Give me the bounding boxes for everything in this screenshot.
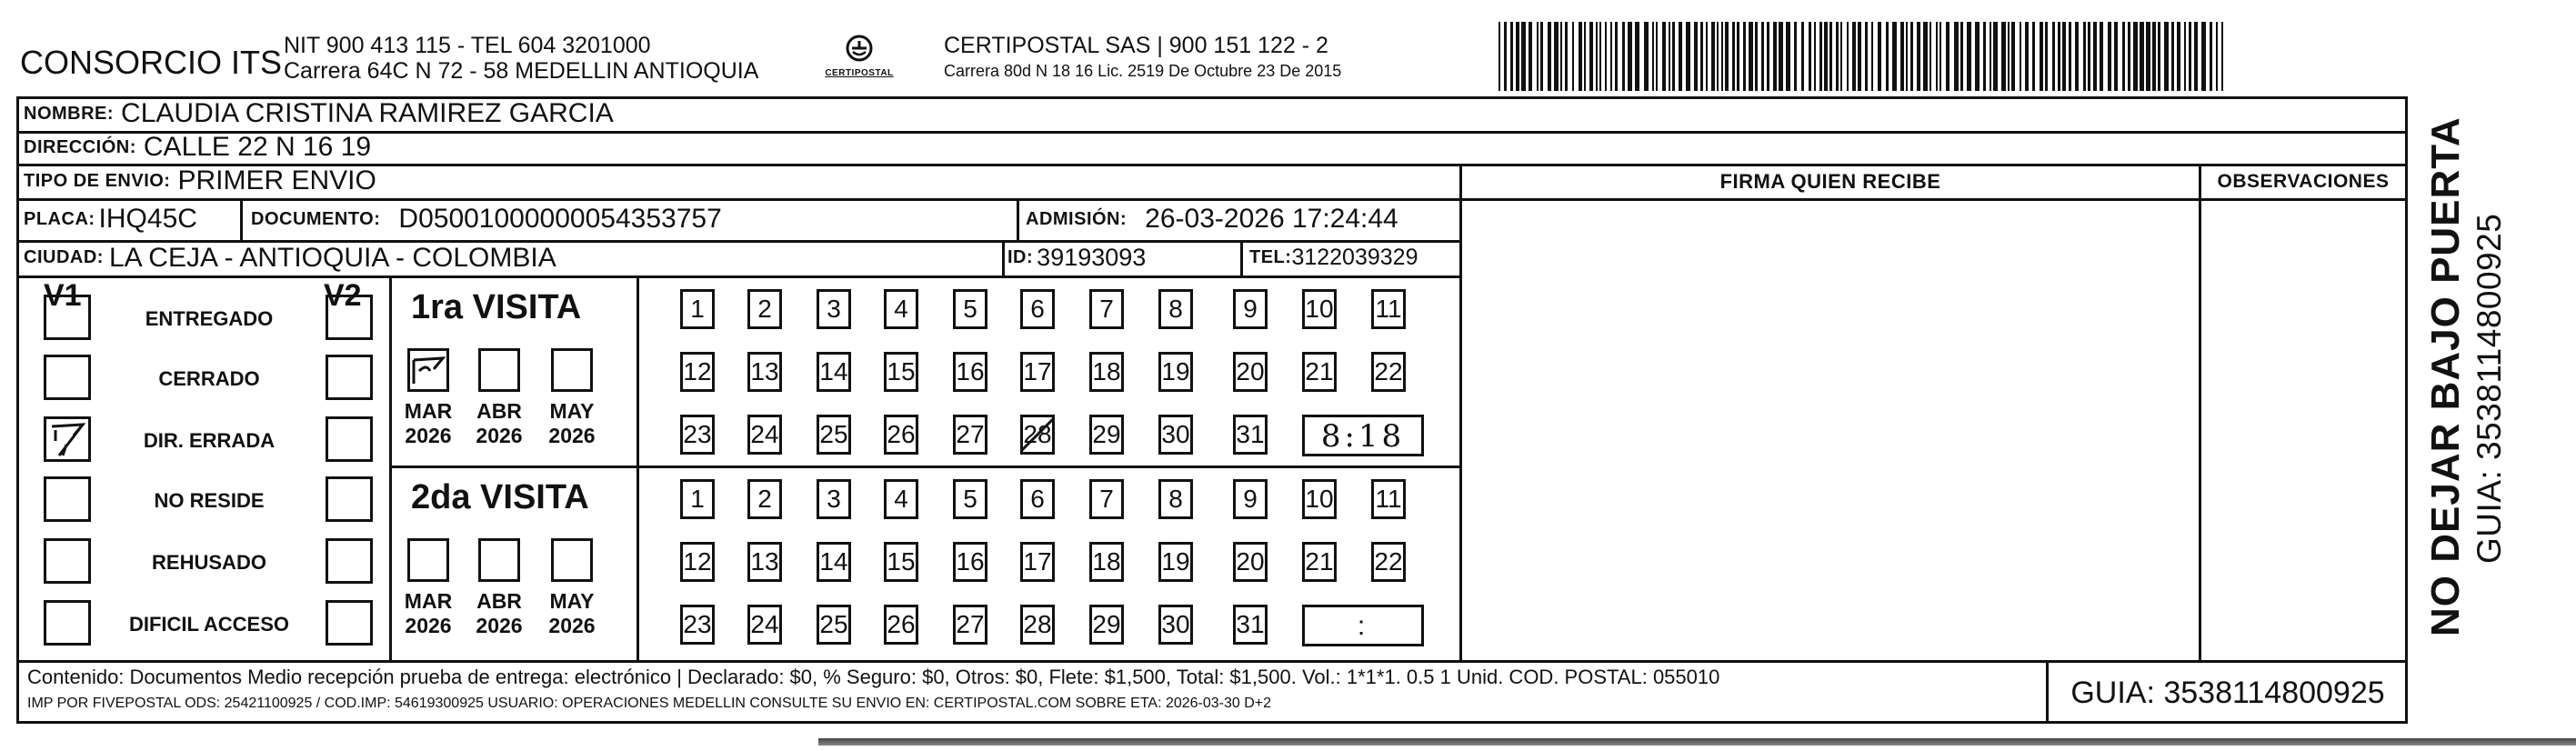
barcode-bar	[1993, 22, 1998, 91]
admision-cell	[1026, 198, 1398, 240]
month-year: 2026	[476, 614, 523, 637]
month-label	[464, 399, 535, 448]
footer-guia: GUIA: 3538114800925	[2070, 676, 2385, 710]
month-year: 2026	[548, 614, 596, 637]
day-box[interactable]: 18	[1089, 542, 1124, 582]
certipostal-logo-text: CERTIPOSTAL	[825, 68, 894, 78]
company-address: Carrera 64C N 72 - 58 MEDELLIN ANTIOQUIA	[284, 58, 759, 84]
month-name: ABR	[476, 399, 522, 423]
month-label	[536, 399, 607, 448]
placa-label: PLACA:	[24, 208, 95, 229]
row-line-5	[16, 275, 1462, 278]
barcode-bar	[1732, 22, 1735, 91]
id-label: ID:	[1007, 247, 1034, 267]
barcode-bar	[1878, 22, 1881, 91]
v1-checkbox[interactable]	[44, 538, 91, 584]
day-box[interactable]: 15	[884, 542, 918, 582]
day-box[interactable]: 30	[1158, 415, 1193, 455]
admision-separator	[1017, 198, 1019, 240]
direccion-row	[24, 131, 371, 164]
barcode-bar	[1824, 22, 1828, 91]
barcode-bar	[2158, 22, 2160, 91]
reason-label: DIR. ERRADA	[143, 429, 276, 452]
admision-value: 26-03-2026 17:24:44	[1145, 204, 1398, 234]
barcode-bar	[1554, 22, 1559, 91]
documento-label: DOCUMENTO:	[251, 208, 381, 229]
month-year: 2026	[476, 424, 523, 447]
side-guia: GUIA: 3538114800925	[2471, 213, 2508, 564]
barcode-bar	[1694, 22, 1698, 91]
day-box[interactable]: 2	[747, 289, 782, 329]
barcode-bar	[1906, 22, 1908, 91]
certipostal-logo-icon	[844, 33, 875, 64]
barcode-bar	[1936, 22, 1938, 91]
barcode-bar	[1954, 22, 1959, 91]
barcode-bar	[1662, 22, 1666, 91]
barcode-bar	[2164, 22, 2169, 91]
day-box[interactable]: 17	[1020, 542, 1055, 582]
barcode-bar	[2114, 22, 2118, 91]
day-box[interactable]: 31	[1233, 605, 1268, 645]
barcode-bar	[1786, 22, 1790, 91]
observaciones-label: OBSERVACIONES	[2217, 171, 2390, 192]
barcode-bar	[1711, 22, 1715, 91]
certipostal-logo	[823, 33, 896, 87]
ciudad-value: LA CEJA - ANTIOQUIA - COLOMBIA	[108, 242, 556, 273]
day-box[interactable]: 16	[953, 542, 987, 582]
barcode-bar	[2100, 22, 2103, 91]
admision-label: ADMISIÓN:	[1026, 208, 1128, 229]
day-box[interactable]: 22	[1371, 352, 1406, 392]
month-checkbox[interactable]	[407, 348, 449, 392]
reason-label: NO RESIDE	[154, 489, 265, 512]
barcode-bar	[1548, 22, 1551, 91]
month-checkbox[interactable]	[551, 348, 593, 392]
day-box[interactable]: 4	[884, 479, 918, 519]
reason-label: DIFICIL ACCESO	[128, 613, 289, 636]
day-box[interactable]: 20	[1233, 352, 1268, 392]
barcode-bar	[1840, 22, 1842, 91]
day-box[interactable]: 19	[1158, 542, 1193, 582]
day-box[interactable]: 17	[1020, 352, 1055, 392]
day-box[interactable]: 13	[747, 352, 782, 392]
day-box[interactable]: 21	[1302, 542, 1337, 582]
v1-checkbox[interactable]	[44, 295, 91, 340]
v2-checkbox[interactable]	[326, 600, 373, 646]
barcode-bar	[1610, 22, 1612, 91]
month-label	[464, 589, 535, 638]
barcode-bar	[1717, 22, 1719, 91]
barcode-bar	[1809, 22, 1811, 91]
barcode-bar	[2122, 22, 2125, 91]
month-name: MAY	[549, 399, 595, 423]
barcode-bar	[2146, 22, 2150, 91]
nombre-row	[24, 96, 614, 131]
day-box[interactable]: 23	[680, 415, 715, 455]
barcode-bar	[1737, 22, 1739, 91]
day-box[interactable]: 16	[953, 352, 987, 392]
company-nit: NIT 900 413 115 - TEL 604 3201000	[284, 33, 651, 58]
barcode-bar	[1725, 22, 1729, 91]
firma-separator	[1459, 164, 1462, 661]
v2-checkbox[interactable]	[326, 295, 373, 340]
barcode-bar	[1960, 22, 1963, 91]
day-box[interactable]: 28	[1020, 605, 1055, 645]
barcode-bar	[1814, 22, 1816, 91]
day-box[interactable]: 12	[680, 352, 715, 392]
barcode-bar	[1755, 22, 1758, 91]
certipostal-line: CERTIPOSTAL SAS | 900 151 122 - 2	[944, 33, 1328, 58]
month-checkbox[interactable]	[407, 538, 449, 582]
barcode-bar	[1644, 22, 1649, 91]
barcode-bar	[1829, 22, 1832, 91]
day-box[interactable]: 4	[884, 289, 918, 329]
reason-label: REHUSADO	[152, 551, 266, 574]
placa-cell	[24, 198, 197, 240]
barcode-bar	[1686, 22, 1690, 91]
barcode-bar	[1679, 22, 1682, 91]
barcode-bar	[1706, 22, 1708, 91]
month-label	[393, 399, 464, 448]
barcode-bar	[1794, 22, 1797, 91]
day-box[interactable]: 8	[1158, 479, 1193, 519]
v2-label: V2	[324, 278, 362, 313]
row-line-1	[16, 131, 2408, 134]
day-box[interactable]: 15	[884, 352, 918, 392]
barcode-bar	[1537, 22, 1539, 91]
barcode-bar	[1628, 22, 1632, 91]
barcode-bar	[2221, 22, 2223, 91]
day-box[interactable]: 21	[1302, 352, 1337, 392]
month-name: ABR	[476, 589, 522, 613]
day-box[interactable]: 7	[1089, 289, 1124, 329]
footer-contenido: Contenido: Documentos Medio recepción prueba de entrega: electrónico | Declarado: $0, % Seguro: $0, Otros: $0, Flete: $1,500, Total: $1,500. Vol.: 1*1*1. 0.5 1 Unid. COD. POSTAL: 055010	[27, 666, 1720, 688]
barcode-bar	[1975, 22, 1980, 91]
barcode-bar	[2184, 22, 2186, 91]
day-box[interactable]: 14	[817, 352, 851, 392]
barcode-bar	[1967, 22, 1971, 91]
tel-separator	[1240, 240, 1243, 275]
v1-checkbox[interactable]	[44, 416, 91, 462]
day-box[interactable]: 9	[1233, 289, 1268, 329]
bottom-edge	[818, 738, 2576, 746]
barcode-bar	[2177, 22, 2180, 91]
barcode-bar	[2032, 22, 2035, 91]
barcode-bar	[1983, 22, 1986, 91]
barcode-bar	[1852, 22, 1856, 91]
barcode-bar	[2020, 22, 2021, 91]
v2-checkbox[interactable]	[326, 538, 373, 584]
side-warning: NO DEJAR BAJO PUERTA	[2423, 116, 2468, 636]
day-box[interactable]: 27	[953, 605, 987, 645]
barcode-bar	[1599, 22, 1601, 91]
firma-label: FIRMA QUIEN RECIBE	[1719, 170, 1941, 193]
v1-checkbox[interactable]	[44, 476, 91, 522]
barcode-bar	[1917, 22, 1920, 91]
barcode-bar	[1749, 22, 1753, 91]
tipo-label: TIPO DE ENVIO:	[24, 170, 171, 191]
handwritten-mark-icon	[410, 351, 448, 389]
month-checkbox[interactable]	[551, 538, 593, 582]
barcode-bar	[2140, 22, 2144, 91]
barcode-bar	[2133, 22, 2138, 91]
barcode-bar	[2171, 22, 2174, 91]
tel-label: TEL:	[1249, 247, 1292, 267]
month-name: MAR	[404, 589, 453, 613]
day-box[interactable]: 6	[1020, 479, 1055, 519]
barcode-bar	[1946, 22, 1950, 91]
day-box[interactable]: 29	[1089, 415, 1124, 455]
barcode-bar	[1779, 22, 1783, 91]
v1-label: V1	[44, 278, 82, 313]
v2-checkbox[interactable]	[326, 355, 373, 400]
barcode-bar	[2189, 22, 2191, 91]
day-box[interactable]: 29	[1089, 605, 1124, 645]
visit-title: 2da VISITA	[411, 478, 589, 516]
footer-imp: IMP POR FIVEPOSTAL ODS: 25421100925 / COD.IMP: 54619300925 USUARIO: OPERACIONES MEDELLIN CONSULTE SU ENVIO EN: CERTIPOSTAL.COM SOBRE ETA: 2026-03-30 D+2	[27, 696, 1272, 711]
ciudad-label: CIUDAD:	[24, 247, 104, 267]
barcode-bar	[1672, 22, 1675, 91]
day-box[interactable]: 11	[1371, 289, 1406, 329]
barcode-bar	[2194, 22, 2198, 91]
v2-checkbox[interactable]	[326, 416, 373, 462]
barcode-bar	[2058, 22, 2060, 91]
day-box[interactable]: 5	[953, 479, 987, 519]
day-box[interactable]: 13	[747, 542, 782, 582]
v1-checkbox[interactable]	[44, 355, 91, 400]
barcode-bar	[1801, 22, 1804, 91]
tipo-value: PRIMER ENVIO	[177, 165, 376, 195]
day-box[interactable]: 23	[680, 605, 715, 645]
visit-title: 1ra VISITA	[411, 288, 582, 326]
v2-checkbox[interactable]	[326, 476, 373, 522]
barcode-bar	[1596, 22, 1598, 91]
tipo-row	[24, 164, 376, 198]
barcode-bar	[1858, 22, 1861, 91]
day-box[interactable]: 28	[1020, 415, 1055, 455]
barcode-bar	[2001, 22, 2006, 91]
documento-value: D05001000000054353757	[398, 204, 722, 234]
month-checkbox[interactable]	[478, 538, 520, 582]
company-name: CONSORCIO ITS	[20, 44, 283, 81]
barcode-bar	[2025, 22, 2029, 91]
day-box[interactable]: 3	[817, 289, 851, 329]
barcode-bar	[1910, 22, 1913, 91]
barcode-bar	[2075, 22, 2079, 91]
barcode-bar	[1605, 22, 1607, 91]
barcode-bar	[2011, 22, 2015, 91]
barcode	[1498, 22, 2226, 91]
barcode-bar	[2201, 22, 2206, 91]
certipostal-address: Carrera 80d N 18 16 Lic. 2519 De Octubre 23 De 2015	[944, 62, 1342, 80]
barcode-bar	[2108, 22, 2111, 91]
tel-value: 3122039329	[1291, 245, 1418, 270]
barcode-bar	[1504, 22, 1507, 91]
barcode-bar	[1865, 22, 1868, 91]
day-box[interactable]: 26	[884, 415, 918, 455]
barcode-bar	[1622, 22, 1625, 91]
barcode-bar	[1761, 22, 1764, 91]
placa-separator	[240, 198, 243, 240]
day-box[interactable]: 25	[817, 415, 851, 455]
barcode-bar	[1871, 22, 1873, 91]
day-box[interactable]: 26	[884, 605, 918, 645]
direccion-value: CALLE 22 N 16 19	[143, 132, 372, 162]
barcode-bar	[1529, 22, 1532, 91]
barcode-bar	[1929, 22, 1931, 91]
barcode-bar	[2045, 22, 2048, 91]
visit-divider	[389, 466, 1460, 468]
day-box[interactable]: 20	[1233, 542, 1268, 582]
barcode-bar	[2008, 22, 2010, 91]
barcode-bar	[1847, 22, 1849, 91]
barcode-bar	[1498, 22, 1500, 91]
day-box[interactable]: 7	[1089, 479, 1124, 519]
day-box[interactable]: 1	[680, 479, 715, 519]
month-label	[536, 589, 607, 638]
day-box[interactable]: 14	[817, 542, 851, 582]
day-box[interactable]: 11	[1371, 479, 1406, 519]
barcode-bar	[2040, 22, 2043, 91]
id-separator	[1002, 240, 1005, 275]
barcode-bar	[1510, 22, 1513, 91]
time-box[interactable]: :	[1302, 605, 1424, 646]
barcode-bar	[1892, 22, 1897, 91]
barcode-bar	[1584, 22, 1586, 91]
barcode-bar	[1900, 22, 1904, 91]
barcode-bar	[1669, 22, 1670, 91]
barcode-bar	[1700, 22, 1703, 91]
month-checkbox[interactable]	[478, 348, 520, 392]
id-value: 39193093	[1037, 244, 1147, 271]
barcode-bar	[1572, 22, 1574, 91]
barcode-bar	[1589, 22, 1593, 91]
barcode-bar	[1773, 22, 1777, 91]
day-box[interactable]: 27	[953, 415, 987, 455]
barcode-bar	[2128, 22, 2130, 91]
barcode-bar	[2062, 22, 2066, 91]
barcode-bar	[1923, 22, 1928, 91]
month-name: MAR	[404, 399, 453, 423]
nombre-label: NOMBRE:	[24, 103, 115, 124]
reason-label: ENTREGADO	[145, 307, 274, 330]
barcode-bar	[1886, 22, 1889, 91]
barcode-bar	[1521, 22, 1526, 91]
day-box[interactable]: 18	[1089, 352, 1124, 392]
barcode-bar	[1615, 22, 1618, 91]
ciudad-cell	[24, 240, 556, 275]
barcode-bar	[1743, 22, 1746, 91]
v1-checkbox[interactable]	[44, 600, 91, 646]
barcode-bar	[1721, 22, 1723, 91]
day-box[interactable]: 5	[953, 289, 987, 329]
barcode-bar	[2083, 22, 2086, 91]
month-name: MAY	[549, 589, 595, 613]
time-box[interactable]: 8:18	[1302, 415, 1424, 456]
barcode-bar	[1516, 22, 1519, 91]
barcode-bar	[1565, 22, 1568, 91]
day-box[interactable]: 10	[1302, 479, 1337, 519]
day-box[interactable]: 22	[1371, 542, 1406, 582]
barcode-bar	[2152, 22, 2156, 91]
month-year: 2026	[405, 614, 452, 637]
barcode-bar	[1652, 22, 1654, 91]
nombre-value: CLAUDIA CRISTINA RAMIREZ GARCIA	[121, 98, 614, 128]
day-box[interactable]: 8	[1158, 289, 1193, 329]
barcode-bar	[2069, 22, 2071, 91]
day-box[interactable]: 10	[1302, 289, 1337, 329]
barcode-bar	[2093, 22, 2097, 91]
day-box[interactable]: 31	[1233, 415, 1268, 455]
tel-cell	[1249, 240, 1418, 275]
handwritten-check-icon	[46, 419, 90, 461]
day-box[interactable]: 25	[817, 605, 851, 645]
barcode-bar	[1560, 22, 1562, 91]
day-box[interactable]: 3	[817, 479, 851, 519]
barcode-bar	[2210, 22, 2212, 91]
barcode-bar	[2052, 22, 2055, 91]
placa-value: IHQ45C	[98, 204, 197, 234]
barcode-bar	[1940, 22, 1941, 91]
month-label	[393, 589, 464, 638]
day-box[interactable]: 1	[680, 289, 715, 329]
day-box[interactable]: 19	[1158, 352, 1193, 392]
day-box[interactable]: 6	[1020, 289, 1055, 329]
barcode-bar	[1819, 22, 1822, 91]
month-year: 2026	[548, 424, 596, 447]
barcode-bar	[1579, 22, 1582, 91]
observaciones-separator	[2199, 164, 2201, 661]
day-box[interactable]: 24	[747, 415, 782, 455]
reason-label: CERRADO	[158, 367, 260, 390]
barcode-bar	[2088, 22, 2090, 91]
barcode-bar	[1540, 22, 1543, 91]
barcode-bar	[1635, 22, 1639, 91]
barcode-bar	[1990, 22, 1991, 91]
day-box[interactable]: 12	[680, 542, 715, 582]
barcode-bar	[1767, 22, 1769, 91]
day-box[interactable]: 24	[747, 605, 782, 645]
barcode-bar	[2216, 22, 2218, 91]
direccion-label: DIRECCIÓN:	[24, 136, 136, 157]
documento-cell	[251, 198, 722, 240]
day-box[interactable]: 9	[1233, 479, 1268, 519]
id-cell	[1007, 240, 1146, 275]
day-box[interactable]: 2	[747, 479, 782, 519]
day-box[interactable]: 30	[1158, 605, 1193, 645]
barcode-bar	[1836, 22, 1839, 91]
barcode-bar	[1656, 22, 1658, 91]
month-year: 2026	[405, 424, 452, 447]
